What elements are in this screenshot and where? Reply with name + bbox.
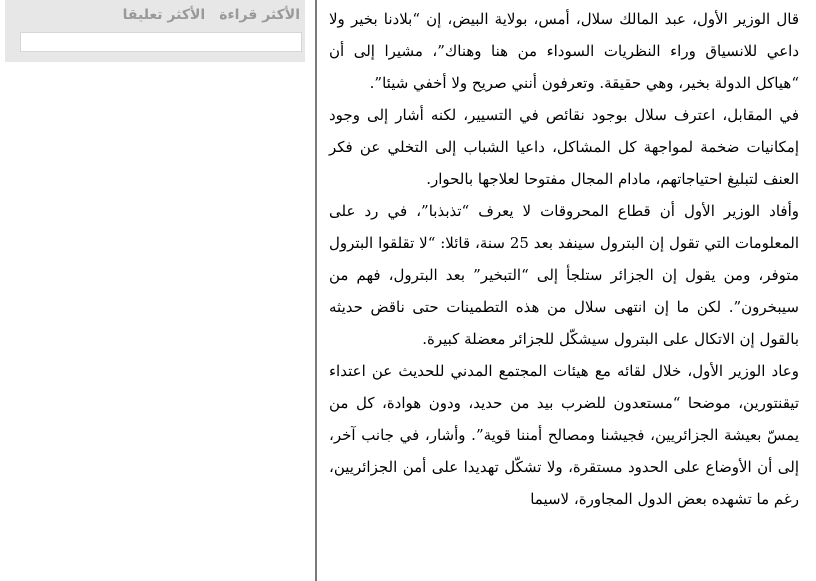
scrollbar-area[interactable] [806, 0, 816, 581]
tab-most-read[interactable]: الأكثر قراءة [219, 7, 300, 23]
article-text [317, 3, 807, 515]
article-paragraph: وأفاد الوزير الأول أن قطاع المحروقات لا يعرف “تذبذبا”، في رد على المعلومات التي تقول إن البترول سينفد بعد 25 سنة، قائلا: “لا تقلقوا البترول متوفر، ومن يقول إن الجزائر ستلجأ إلى “التبخير” بعد البترول، فهم من سيبخرون”. لكن ما إن انتهى سلال من هذه التطمينات حتى ناقض حديثه بالقول إن الاتكال على البترول سيشكّل للجزائر معضلة كبيرة. [329, 202, 799, 348]
article-body [315, 0, 807, 581]
widget-content-box [20, 32, 302, 52]
most-read-widget [5, 0, 305, 62]
tab-row [15, 7, 300, 23]
tab-most-commented[interactable]: الأكثر تعليقا [122, 7, 206, 23]
article-paragraph: قال الوزير الأول، عبد المالك سلال، أمس، بولاية البيض، إن “بلادنا بخير ولا داعي للانسياق وراء النظريات السوداء من هنا وهناك”، مشيرا إلى أن “هياكل الدولة بخير، وهي حقيقة. وتعرفون أنني صريح ولا أخفي شيئا”. [329, 10, 799, 92]
article-paragraph: في المقابل، اعترف سلال بوجود نقائص في التسيير، لكنه أشار إلى وجود إمكانيات ضخمة لمواجهة كل المشاكل، داعيا الشباب إلى التخلي عن فكر العنف لتبليغ احتياجاتهم، مادام المجال مفتوحا لعلاجها بالحوار. [329, 106, 799, 188]
article-paragraph: وعاد الوزير الأول، خلال لقائه مع هيئات المجتمع المدني للحديث عن اعتداء تيقنتورين، موضحا “مستعدون للضرب بيد من حديد، ودون هوادة، كل من يمسّ بعيشة الجزائريين، فجيشنا ومصالح أمننا قوية”. وأشار، في جانب آخر، إلى أن الأوضاع على الحدود مستقرة، ولا تشكّل تهديدا على أمن الجزائريين، رغم ما تشهده بعض الدول المجاورة، لاسيما [329, 362, 799, 508]
widget-tabs [15, 2, 300, 28]
